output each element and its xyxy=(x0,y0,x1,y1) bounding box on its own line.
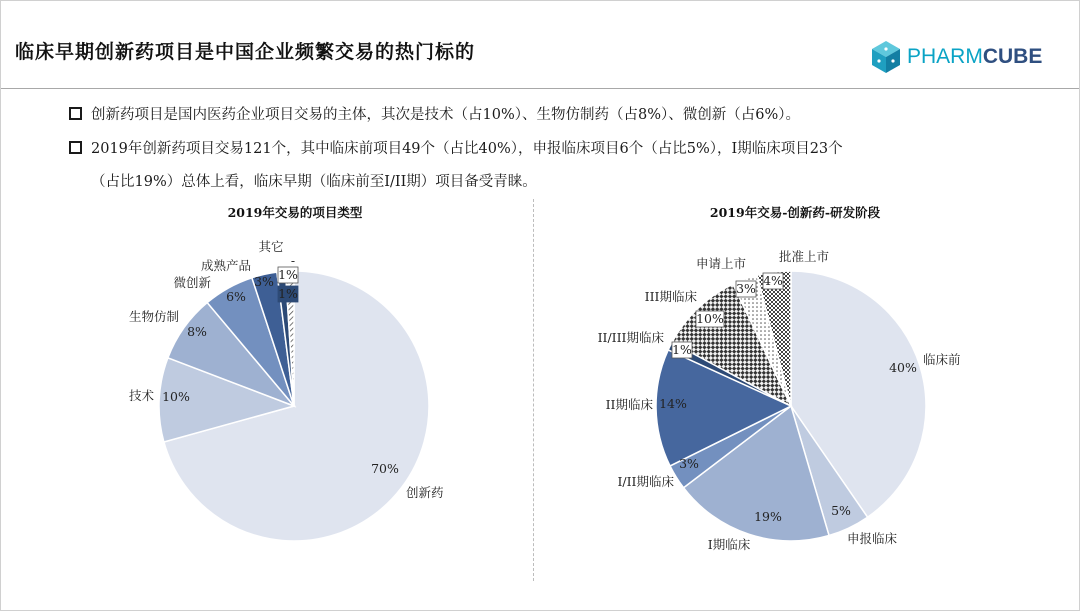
category-label: 申报临床 xyxy=(847,531,898,546)
data-label: 4% xyxy=(763,273,783,288)
category-label: I/II期临床 xyxy=(617,474,674,489)
data-label: 70% xyxy=(371,461,399,476)
data-label: 1% xyxy=(672,342,692,357)
data-label: 1% xyxy=(278,286,298,301)
data-label: 10% xyxy=(696,311,724,326)
data-label: 40% xyxy=(889,360,917,375)
category-label: II期临床 xyxy=(605,397,653,412)
category-label: 批准上市 xyxy=(779,249,830,264)
bullet-checkbox-icon xyxy=(69,141,82,154)
data-label: 5% xyxy=(831,503,851,518)
category-label: 生物仿制 xyxy=(128,309,179,324)
data-label: 6% xyxy=(226,289,246,304)
category-label: 临床前 xyxy=(923,352,961,367)
data-label: 1% xyxy=(278,267,298,282)
bullet-text: 创新药项目是国内医药企业项目交易的主体，其次是技术（占10%）、生物仿制药（占8%）、微创新（占6%）。 xyxy=(91,107,800,123)
cube-icon xyxy=(869,39,903,75)
chart-title-rd-stage: 2019年交易-创新药-研发阶段 xyxy=(709,205,881,220)
page-title: 临床早期创新药项目是中国企业频繁交易的热门标的 xyxy=(15,41,476,63)
data-label: 14% xyxy=(659,396,687,411)
data-label: 3% xyxy=(254,274,274,289)
pie-chart-project-types xyxy=(1,201,541,601)
bullet-text: （占比19%）总体上看，临床早期（临床前至I/II期）项目备受青睐。 xyxy=(91,174,537,190)
bullet-text: 2019年创新药项目交易121个，其中临床前项目49个（占比40%），申报临床项目6个（占比5%），I期临床项目23个 xyxy=(91,141,843,157)
category-label: II/III期临床 xyxy=(597,330,664,345)
category-label: I期临床 xyxy=(707,537,751,552)
data-label: 3% xyxy=(736,281,756,296)
category-label: - xyxy=(290,253,296,268)
header-divider xyxy=(1,88,1079,89)
category-label: 其它 xyxy=(258,239,284,254)
data-label: 8% xyxy=(187,324,207,339)
pie-chart-rd-stage xyxy=(539,201,1079,601)
category-label: 微创新 xyxy=(173,275,211,290)
category-label: 创新药 xyxy=(406,485,444,500)
category-label: 成熟产品 xyxy=(200,258,251,273)
data-label: 19% xyxy=(754,509,782,524)
pharmcube-logo xyxy=(869,39,1043,75)
chart-title-project-types: 2019年交易的项目类型 xyxy=(227,205,363,220)
category-label: III期临床 xyxy=(644,289,697,304)
category-label: 技术 xyxy=(128,388,154,403)
data-label: 3% xyxy=(679,456,699,471)
bullet-checkbox-icon xyxy=(69,107,82,120)
logo-text: PHARMCUBE xyxy=(907,45,1043,68)
data-label: 10% xyxy=(162,389,190,404)
category-label: 申请上市 xyxy=(695,256,746,271)
